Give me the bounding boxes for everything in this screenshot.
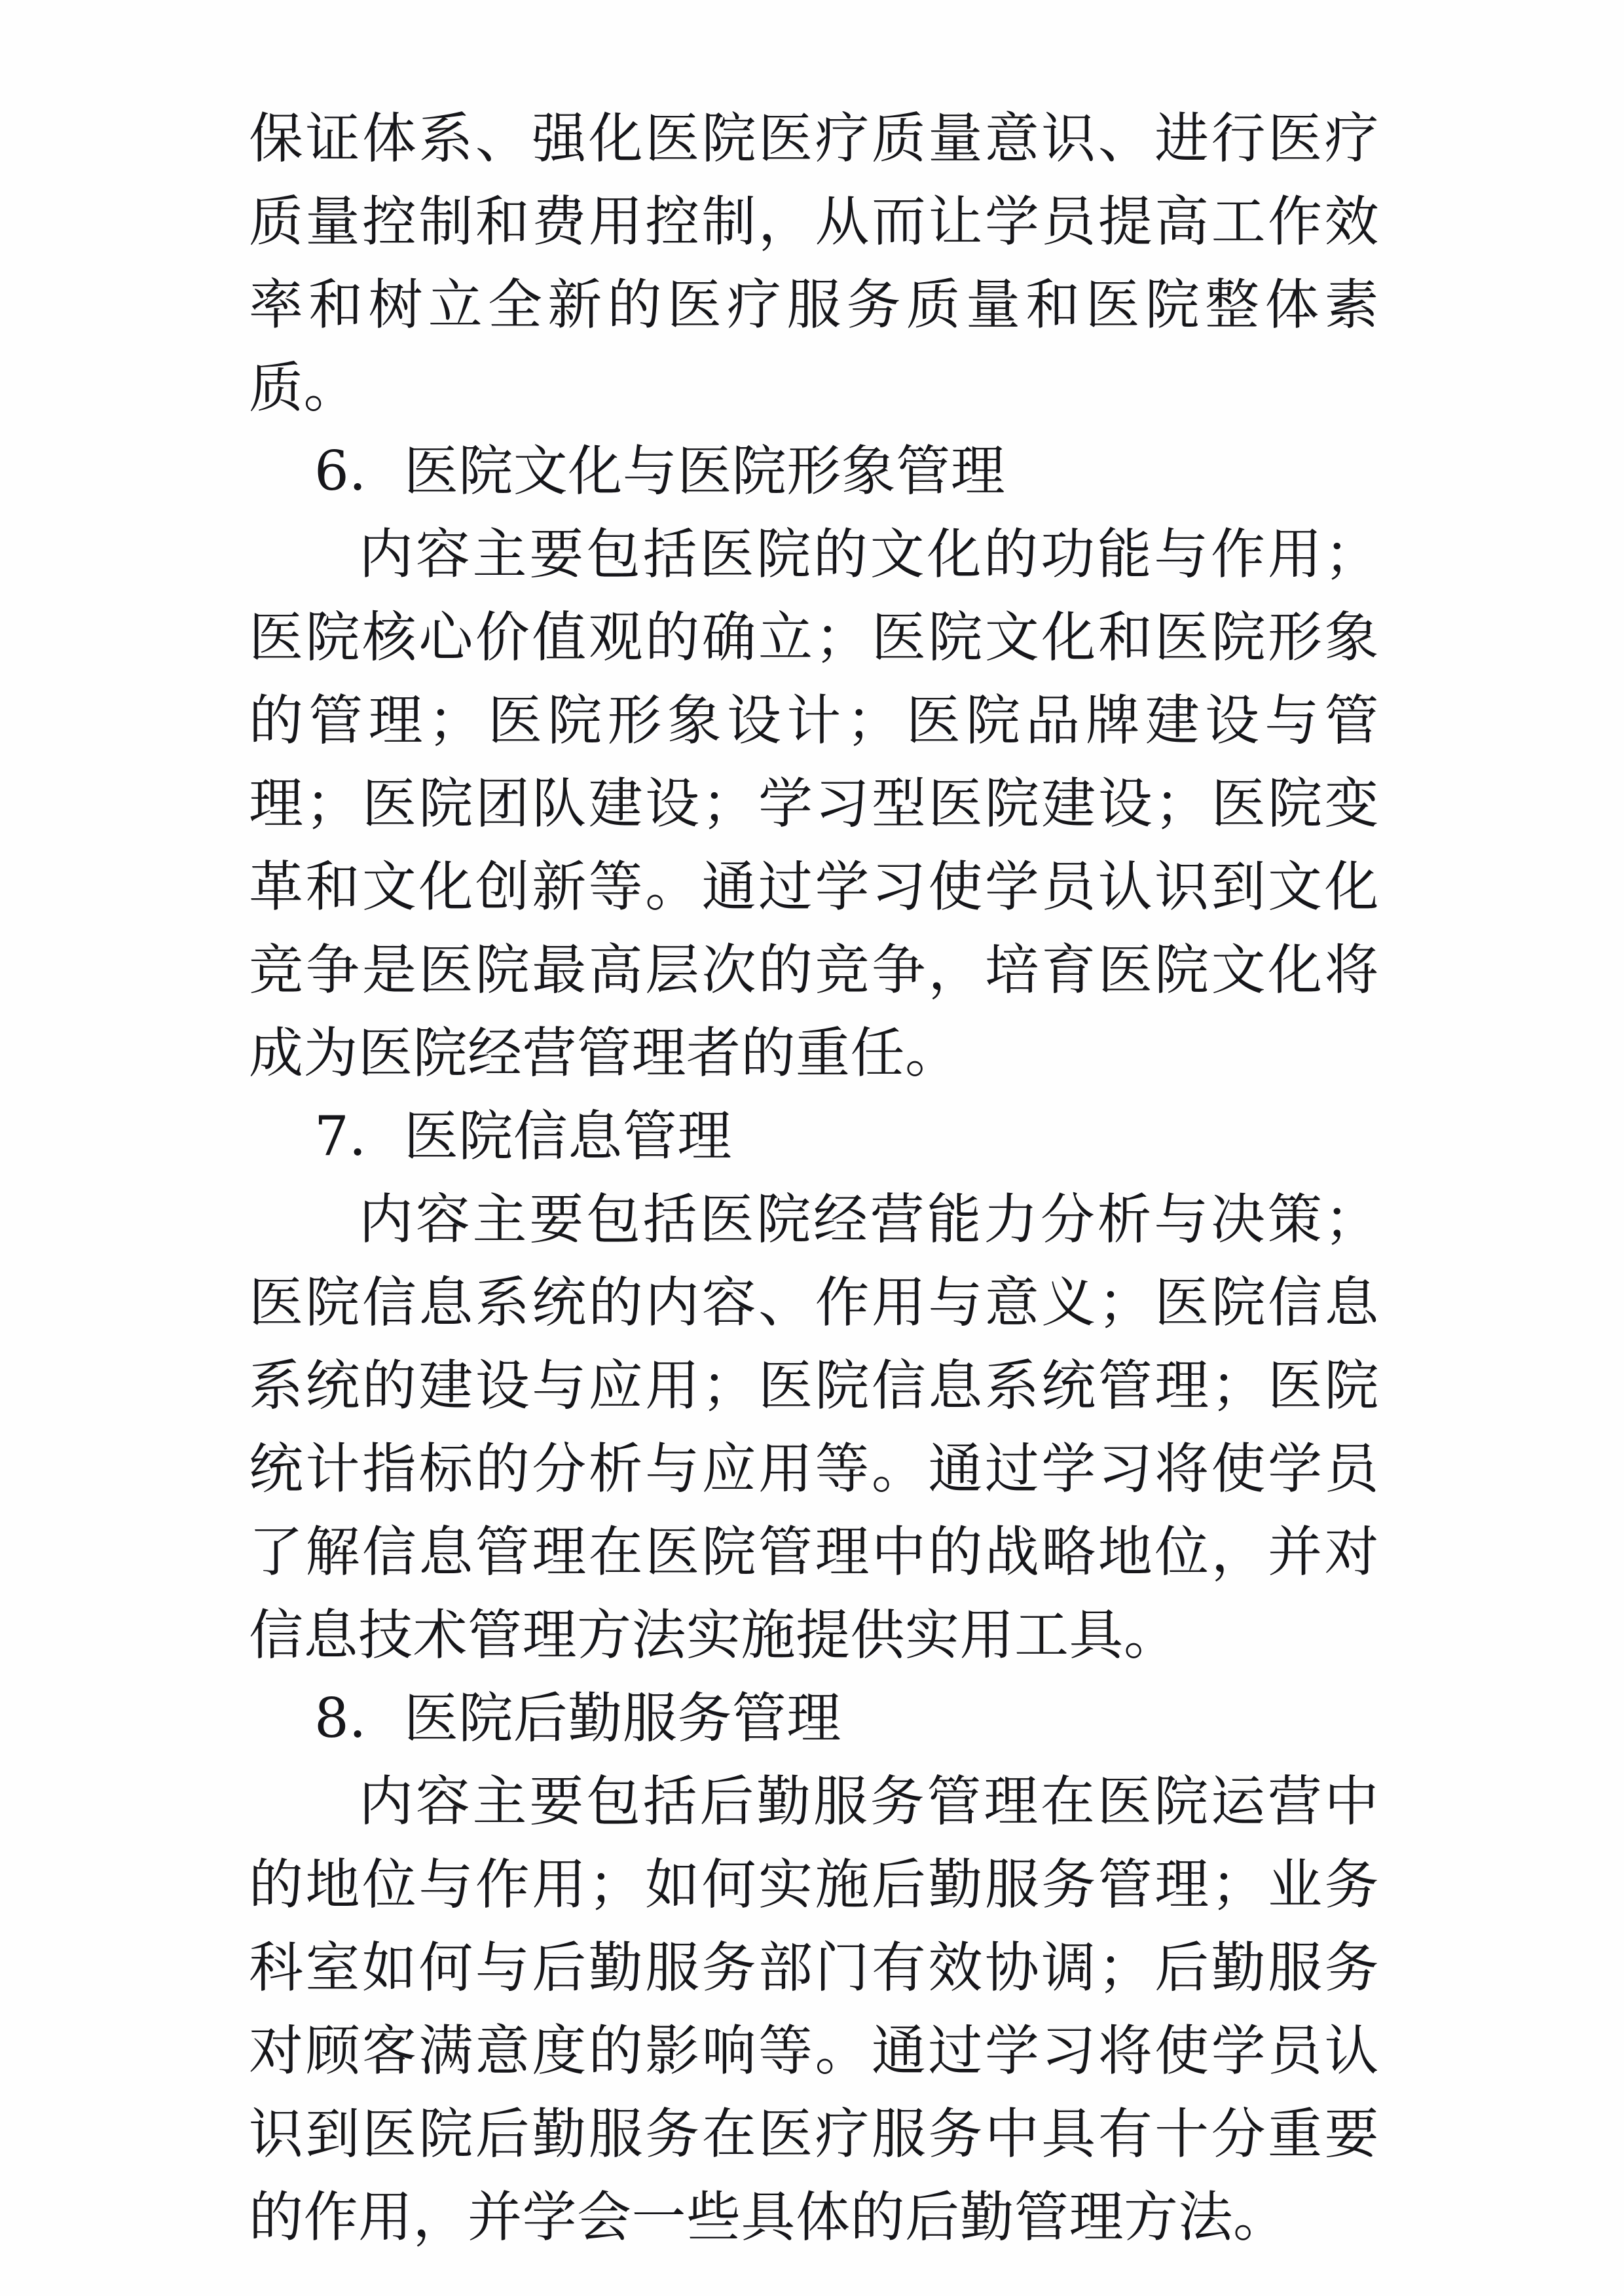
section-heading-6: 6．医院文化与医院形象管理 [314,439,1006,503]
section-heading-7: 7．医院信息管理 [314,1104,732,1168]
section-heading-8: 8．医院后勤服务管理 [314,1686,841,1750]
paragraph-continuation: 保证体系、强化医院医疗质量意识、进行医疗质量控制和费用控制，从而让学员提高工作效率和树立全新的医疗服务质量和医院整体素质。 [249,107,1379,420]
text-column [249,97,1379,2259]
section-6-body: 内容主要包括医院的文化的功能与作用；医院核心价值观的确立；医院文化和医院形象的管理；医院形象设计；医院品牌建设与管理；医院团队建设；学习型医院建设；医院变革和文化创新等。通过学习使学员认识到文化竞争是医院最高层次的竞争，培育医院文化将成为医院经营管理者的重任。 [249,522,1379,1085]
section-8-body: 内容主要包括后勤服务管理在医院运营中的地位与作用；如何实施后勤服务管理；业务科室如何与后勤服务部门有效协调；后勤服务对顾客满意度的影响等。通过学习将使学员认识到医院后勤服务在医疗服务中具有十分重要的作用，并学会一些具体的后勤管理方法。 [249,1770,1379,2249]
section-7-body: 内容主要包括医院经营能力分析与决策；医院信息系统的内容、作用与意义；医院信息系统的建设与应用；医院信息系统管理；医院统计指标的分析与应用等。通过学习将使学员了解信息管理在医院管理中的战略地位，并对信息技术管理方法实施提供实用工具。 [249,1188,1379,1667]
